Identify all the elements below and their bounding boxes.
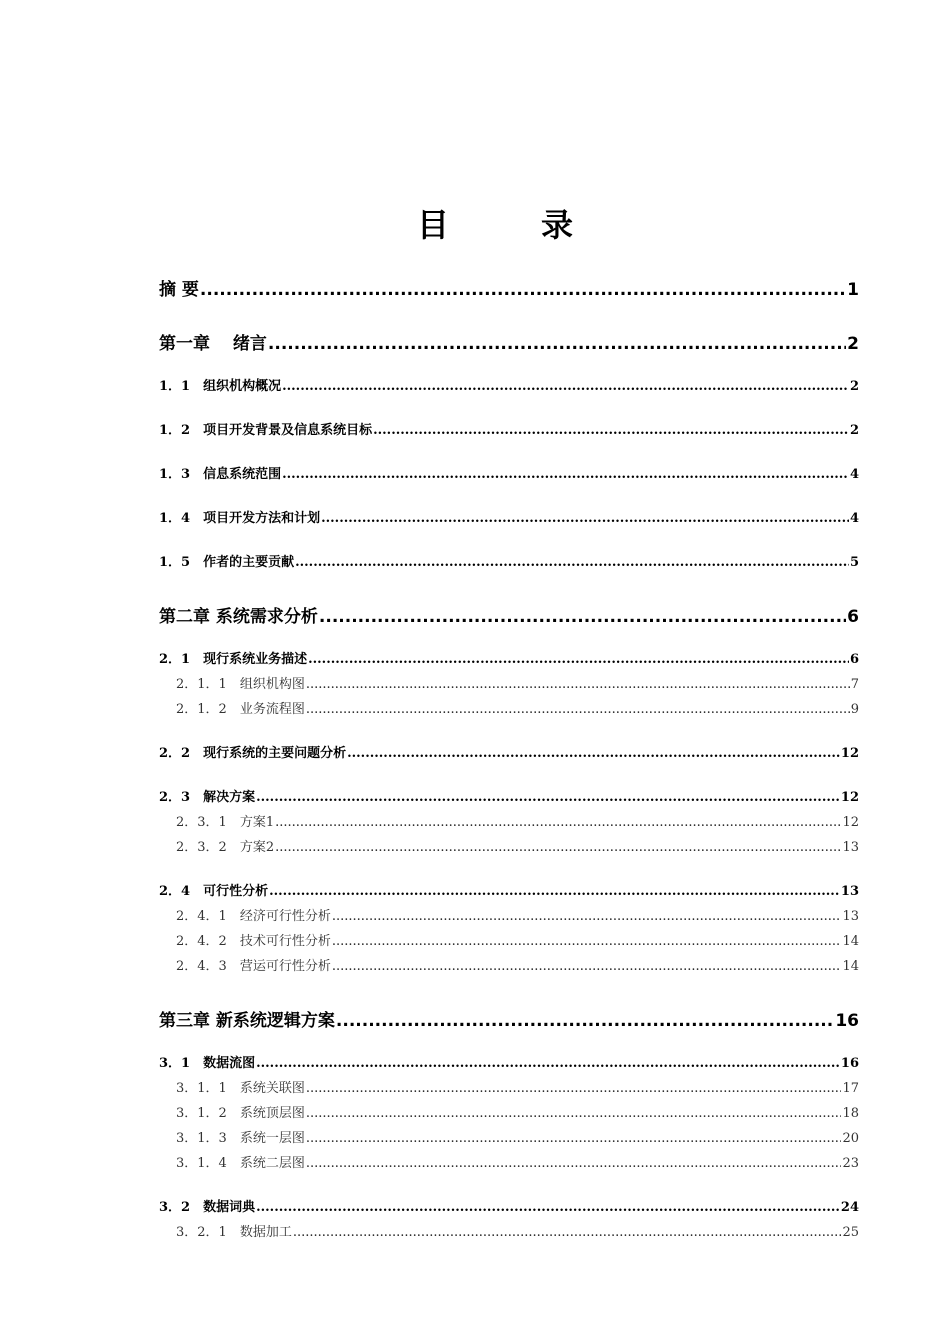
toc-entry[interactable] bbox=[176, 958, 859, 976]
toc-entry-page: 4 bbox=[849, 511, 859, 526]
toc-entry[interactable] bbox=[176, 839, 859, 857]
toc-entry-page: 18 bbox=[842, 1106, 859, 1121]
toc-entry[interactable] bbox=[159, 883, 859, 901]
toc-entry[interactable] bbox=[159, 789, 859, 807]
toc-leader bbox=[332, 933, 842, 951]
toc-entry-page: 5 bbox=[849, 555, 859, 570]
toc-leader bbox=[275, 814, 841, 832]
toc-entry-label: 2．3 解决方案 bbox=[159, 790, 256, 805]
toc-entry-label: 3．1．1 系统关联图 bbox=[176, 1081, 305, 1096]
toc-leader bbox=[256, 1055, 840, 1073]
toc-entry-label: 1．2 项目开发背景及信息系统目标 bbox=[159, 423, 373, 438]
toc-leader bbox=[268, 333, 846, 355]
toc-entry-page: 1 bbox=[847, 280, 859, 300]
toc-entry-page: 6 bbox=[849, 652, 859, 667]
toc-entry-label: 3．1 数据流图 bbox=[159, 1056, 256, 1071]
toc-entry-page: 16 bbox=[840, 1056, 859, 1071]
toc-entry-label: 2．1．1 组织机构图 bbox=[176, 677, 305, 692]
toc-leader bbox=[282, 466, 849, 484]
toc-entry-page: 14 bbox=[842, 959, 859, 974]
toc-entry-label: 2．1 现行系统业务描述 bbox=[159, 652, 308, 667]
toc-entry[interactable] bbox=[159, 466, 859, 484]
toc-entry-label: 3．2．1 数据加工 bbox=[176, 1225, 292, 1240]
toc-entry[interactable] bbox=[159, 554, 859, 572]
toc-entry-page: 16 bbox=[835, 1011, 859, 1031]
toc-entry-label: 第三章 新系统逻辑方案 bbox=[159, 1011, 335, 1031]
toc-entry-page: 7 bbox=[850, 677, 859, 692]
toc-entry[interactable] bbox=[159, 606, 859, 628]
toc-leader bbox=[321, 510, 849, 528]
toc-entry[interactable] bbox=[159, 333, 859, 355]
toc-leader bbox=[332, 908, 842, 926]
toc-entry-page: 25 bbox=[842, 1225, 859, 1240]
toc-entry[interactable] bbox=[176, 814, 859, 832]
toc-entry[interactable] bbox=[176, 933, 859, 951]
toc-entry-page: 20 bbox=[842, 1131, 859, 1146]
toc-entry-label: 3．1．2 系统顶层图 bbox=[176, 1106, 305, 1121]
toc-entry-page: 2 bbox=[849, 423, 859, 438]
toc-leader bbox=[200, 279, 846, 301]
toc-entry[interactable] bbox=[159, 422, 859, 440]
toc-entry[interactable] bbox=[176, 1130, 859, 1148]
toc-entry-label: 1．5 作者的主要贡献 bbox=[159, 555, 295, 570]
toc-entry[interactable] bbox=[159, 651, 859, 669]
toc-title: 目 录 bbox=[416, 206, 603, 244]
toc-entry-page: 13 bbox=[842, 909, 859, 924]
toc-entry-label: 第二章 系统需求分析 bbox=[159, 607, 318, 627]
toc-entry[interactable] bbox=[159, 510, 859, 528]
toc-leader bbox=[336, 1010, 834, 1032]
toc-leader bbox=[347, 745, 840, 763]
toc-leader bbox=[306, 1080, 842, 1098]
toc-entry-label: 2．1．2 业务流程图 bbox=[176, 702, 305, 717]
toc-entry-label: 3．1．4 系统二层图 bbox=[176, 1156, 305, 1171]
toc-entry[interactable] bbox=[176, 908, 859, 926]
toc-leader bbox=[306, 1105, 842, 1123]
toc-leader bbox=[306, 701, 850, 719]
toc-leader bbox=[275, 839, 841, 857]
toc-entry-page: 17 bbox=[842, 1081, 859, 1096]
toc-entry-page: 13 bbox=[842, 840, 859, 855]
toc-leader bbox=[293, 1224, 842, 1242]
toc-entry-label: 2．4．2 技术可行性分析 bbox=[176, 934, 331, 949]
toc-leader bbox=[308, 651, 849, 669]
toc-leader bbox=[295, 554, 849, 572]
toc-entry-page: 12 bbox=[842, 815, 859, 830]
toc-leader bbox=[319, 606, 846, 628]
toc-entry-label: 1．1 组织机构概况 bbox=[159, 379, 282, 394]
toc-entry-label: 摘 要 bbox=[159, 280, 199, 300]
toc-entry-label: 1．4 项目开发方法和计划 bbox=[159, 511, 321, 526]
toc-entry-page: 12 bbox=[840, 790, 859, 805]
toc-entry[interactable] bbox=[176, 1105, 859, 1123]
toc-entry-page: 23 bbox=[842, 1156, 859, 1171]
toc-entry-label: 2．4 可行性分析 bbox=[159, 884, 269, 899]
toc-leader bbox=[373, 422, 849, 440]
toc-entry-label: 3．1．3 系统一层图 bbox=[176, 1131, 305, 1146]
toc-leader bbox=[282, 378, 849, 396]
toc-leader bbox=[306, 1155, 842, 1173]
toc-leader bbox=[306, 1130, 842, 1148]
toc-entry[interactable] bbox=[159, 279, 859, 301]
toc-entry[interactable] bbox=[159, 1199, 859, 1217]
toc-entry-label: 第一章 绪言 bbox=[159, 334, 267, 354]
toc-entry-page: 6 bbox=[847, 607, 859, 627]
toc-entry-page: 12 bbox=[840, 746, 859, 761]
toc-entry[interactable] bbox=[159, 1055, 859, 1073]
toc-entry[interactable] bbox=[176, 1080, 859, 1098]
toc-leader bbox=[269, 883, 840, 901]
toc-entry-label: 2．4．3 营运可行性分析 bbox=[176, 959, 331, 974]
toc-entry[interactable] bbox=[176, 676, 859, 694]
toc-entry-page: 13 bbox=[840, 884, 859, 899]
toc-entry-label: 2．3．2 方案2 bbox=[176, 840, 275, 855]
toc-entry-page: 9 bbox=[850, 702, 859, 717]
toc-leader bbox=[256, 1199, 840, 1217]
toc-entry-page: 14 bbox=[842, 934, 859, 949]
toc-entry-label: 2．2 现行系统的主要问题分析 bbox=[159, 746, 347, 761]
toc-entry[interactable] bbox=[176, 701, 859, 719]
toc-entry[interactable] bbox=[159, 745, 859, 763]
toc-entry-label: 2．3．1 方案1 bbox=[176, 815, 275, 830]
toc-entry[interactable] bbox=[176, 1155, 859, 1173]
toc-entry-label: 1．3 信息系统范围 bbox=[159, 467, 282, 482]
toc-entry-label: 3．2 数据词典 bbox=[159, 1200, 256, 1215]
toc-entry-label: 2．4．1 经济可行性分析 bbox=[176, 909, 331, 924]
toc-entry[interactable] bbox=[176, 1224, 859, 1242]
toc-entry-page: 2 bbox=[847, 334, 859, 354]
toc-entry-page: 2 bbox=[849, 379, 859, 394]
toc-entry-page: 24 bbox=[840, 1200, 859, 1215]
toc-entry[interactable] bbox=[159, 378, 859, 396]
toc-entry-page: 4 bbox=[849, 467, 859, 482]
toc-leader bbox=[256, 789, 840, 807]
toc-leader bbox=[332, 958, 842, 976]
toc-entry[interactable] bbox=[159, 1010, 859, 1032]
toc-leader bbox=[306, 676, 850, 694]
